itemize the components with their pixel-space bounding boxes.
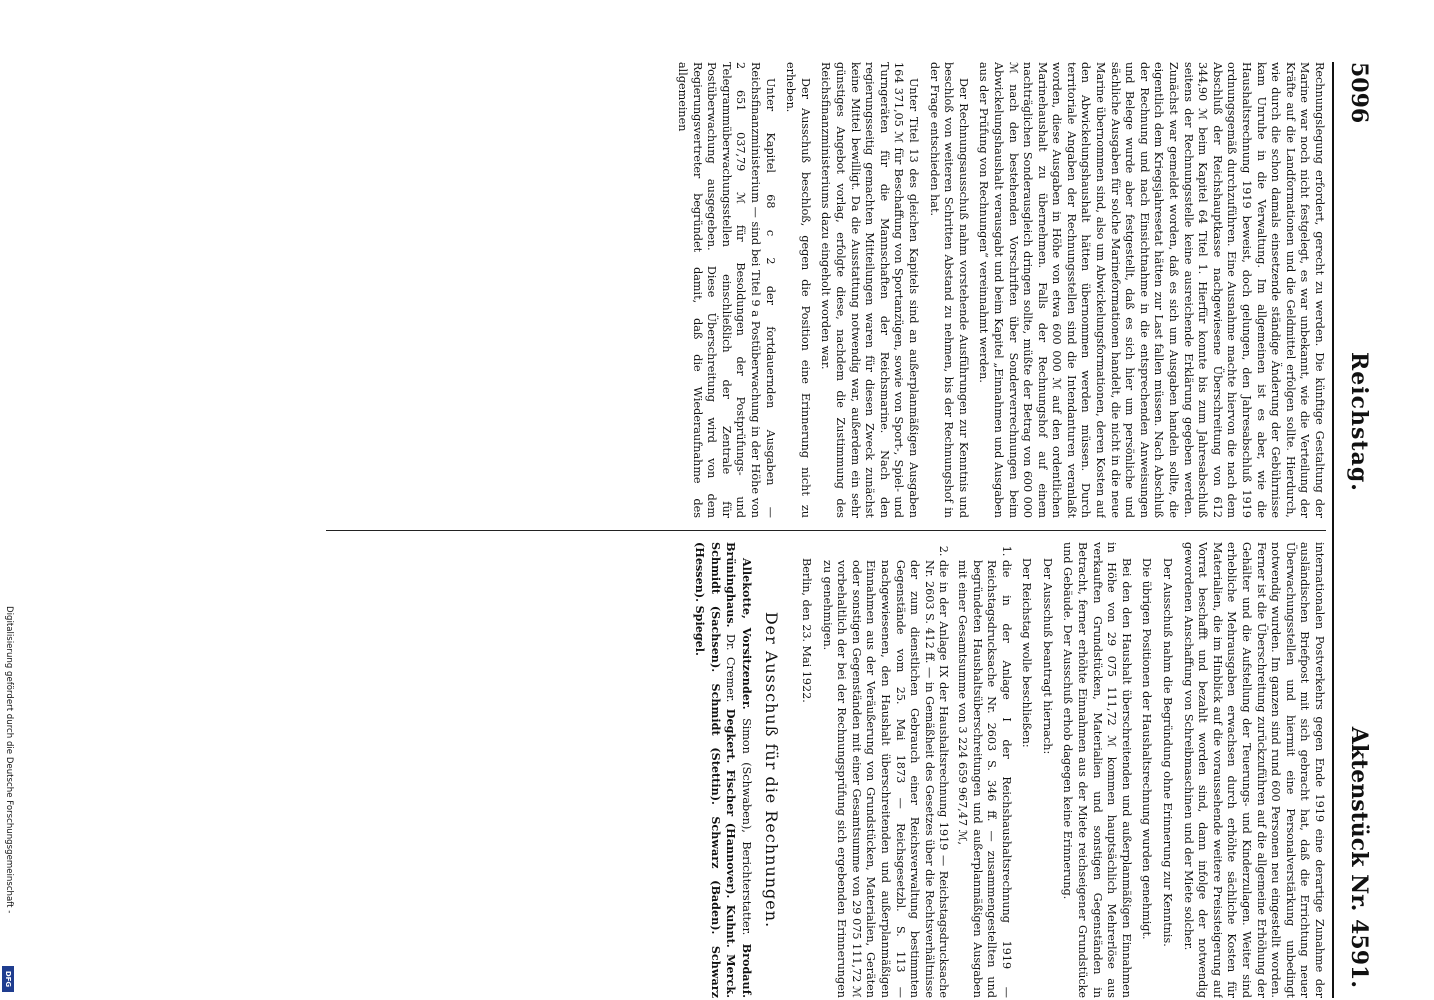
page-number: 5096 bbox=[1346, 62, 1372, 124]
paragraph: internationalen Postverkehrs gegen Ende 1919 eine derartige Zunahme der ausländischen Briefpost mit sich gebracht hat, daß die Errichtung neuer Überwachungsstellen und hiermit eine Personalverstärkung unbedingt notwendig wurden. Im ganzen sind rund 600 Personen neu eingestellt worden. Ferner ist die Überschreitung zurückzuführen auf die allgemeine Erhöhung der Gehälter und die Aufstellung der Teuerungs- und Kinderzulagen. Weiter sind erhebliche Mehrausgaben erwachsen durch erhöhte sächliche Kosten für Materialien, die im Hinblick auf die voraussehende weitere Preissteigerung auf Vorrat beschafft und bezahlt worden sind, dann infolge der notwendig gewordenen Anschaffung von Schreibmaschinen und der Miete solcher. bbox=[1181, 542, 1326, 998]
paragraph: Der Rechnungsausschuß nahm vorstehende Ausführungen zur Kenntnis und beschloß von weiteren Schritten Abstand zu nehmen, bis der Rechnungshof in der Frage entschieden hat. bbox=[927, 62, 970, 518]
list-item: 1. die in der Anlage I der Reichshaushaltsrechnung 1919 — Reichstagsdrucksache Nr. 2603 S. 346 ff. — zusammengestellten und begründeten Haushaltsüberschreitungen und außerplanmäßigen Ausgaben mit einer Gesamtsumme von 3 224 659 967,47 ℳ, bbox=[954, 560, 1012, 998]
funding-credit: Digitalisierung gefördert durch die Deutsche Forschungsgemeinschaft - bbox=[4, 606, 14, 914]
paragraph: Der Reichstag wolle beschließen: bbox=[1020, 558, 1034, 748]
member-name: Schwarz (Baden). bbox=[708, 816, 723, 935]
member-name: Brüninghaus. bbox=[724, 542, 739, 628]
header-rule bbox=[1332, 62, 1334, 998]
rotated-document-page bbox=[302, 62, 1372, 998]
left-column bbox=[316, 62, 1326, 518]
member-name: Degkert. bbox=[724, 708, 739, 764]
dfg-logo-label: DFG bbox=[4, 970, 12, 988]
header-title: Reichstag. bbox=[1346, 352, 1372, 492]
paragraph: Die übrigen Positionen der Haushaltsrechnung wurden genehmigt. bbox=[1140, 558, 1154, 940]
member-name: Simon (Schwaben), Berichterstatter. bbox=[739, 718, 753, 936]
member-name: Schwarz (Hessen). bbox=[693, 542, 723, 998]
paragraph: Der Ausschuß beantragt hiernach: bbox=[1040, 558, 1054, 755]
member-name: Kuhnt. bbox=[724, 904, 739, 948]
resolution-list bbox=[819, 542, 1013, 998]
right-column bbox=[316, 542, 1326, 998]
paragraph: Unter Titel 13 des gleichen Kapitels sind an außerplanmäßigen Ausgaben 164 371,05 ℳ für Beschaffung von Sportanzügen, sowie von Sport-, Spiel- und Turngeräten für die Mannschaften der Reichsmarine. Nach den regierungsseitig gemachten Mitteilungen waren für diesen Zweck zunächst keine Mittel bewilligt. Da die Ausstattung notwendig war, außerdem ein sehr günstiges Angebot vorlag, erfolgte diese, nachdem die Zustimmung des Reichsfinanzministeriums dazu eingeholt worden war. bbox=[819, 62, 920, 518]
date-line: Berlin, den 23. Mai 1922. bbox=[800, 558, 813, 703]
member-name: Merck. bbox=[724, 954, 739, 998]
paragraph: Der Ausschuß nahm die Begründung ohne Erinnerung zur Kenntnis. bbox=[1161, 558, 1175, 947]
paragraph: Rechnungslegung erfordert, gerecht zu werden. Die künftige Gestaltung der Marine war noch nicht festgelegt, es war unbekannt, wie die Verteilung der Kräfte auf die Landformationen und die Geldmittel erfolgen sollte. Hierdurch, wie durch die schon damals einsetzende ständige Änderung der Gebührnisse kam Unruhe in die Verwaltung. Im allgemeinen ist es aber, wie die Haushaltsrechnung 1919 beweist, doch gelungen, den Jahresabschluß 1919 ordnungsgemäß durchzuführen. Eine Ausnahme machte hiervon die nach dem Abschluß der Reichshauptkasse nachgewiesene Überschreitung von 612 344,90 ℳ beim Kapitel 64 Titel 1. Hierfür konnte bis zum Jahresabschluß seitens der Rechnungsstelle keine ausreichende Erklärung gegeben werden. Zunächst war gemeldet worden, daß es sich um Ausgaben handeln sollte, die eigentlich dem Kriegsjahresetat hätten zur Last fallen müssen. Nach Abschluß der Rechnung und nach Einsichtnahme in die entsprechenden Anweisungen und Belege wurde aber festgestellt, daß es sich hier um persönliche und sächliche Ausgaben für solche Marineformationen handelt, die nicht in die neue Marine übernommen sind, also um Abwickelungsformationen, deren Kosten auf den Abwickelungshaushalt hätten übernommen werden müssen. Durch territoriale Angaben der Rechnungsstellen sind die Intendanturen veranlaßt worden, diese Ausgaben in Höhe von etwa 600 000 ℳ auf den ordentlichen Marinehaushalt zu übernehmen. Falls der Rechnungshof auf einem nachträglichen Sonderausgleich dringen sollte, müßte der Betrag von 600 000 ℳ nach den bestehenden Vorschriften über Sonderverrechnungen beim Abwickelungshaushalt verausgabt und beim Kapitel „Einnahmen und Ausgaben aus der Prüfung von Rechnungen“ vereinnahmt werden. bbox=[977, 62, 1326, 518]
page-header bbox=[1332, 62, 1372, 998]
paragraph: Bei den den Haushalt überschreitenden und außerplanmäßigen Einnahmen in Höhe von 29 075 111,72 ℳ kommen hauptsächlich Mehrerlöse aus verkauften Grundstücken, Materialien und sonstigen Gegenständen in Betracht, ferner erhöhte Einnahmen aus der Miete reichseigener Grundstücke und Gebäude. Der Ausschuß erhob dagegen keine Erinnerung. bbox=[1061, 542, 1133, 998]
member-list bbox=[691, 542, 753, 998]
list-item: 2. die in der Anlage IX der Haushaltsrechnung 1919 — Reichstagsdrucksache Nr. 2603 S. 412 ff. — in Gemäßheit des Gesetzes über die Rechtsverhältnisse der zum dienstlichen Gebrauch einer Reichsverwaltung bestimmten Gegenstände vom 25. Mai 1873 — Reichsgesetzbl. S. 113 — nachgewiesenen, den Haushalt überschreitenden und außerplanmäßigen Einnahmen aus der Veräußerung von Grundstücken, Materialien, Geräten oder sonstigen Gegenständen mit einer Gesamtsumme von 29 075 111,72 ℳ vorbehaltlich der bei der Rechnungsprüfung sich ergebenden Erinnerungen zu genehmigen. bbox=[819, 560, 950, 998]
member-name: Spiegel. bbox=[693, 605, 708, 656]
document-reference: Aktenstück Nr. 4591. bbox=[1346, 726, 1372, 988]
member-name: Schmidt (Sachsen). bbox=[708, 542, 723, 673]
column-divider bbox=[326, 530, 1326, 531]
member-name: Dr. Cremer. bbox=[724, 633, 738, 703]
member-name: Fischer (Hannover). bbox=[724, 769, 739, 899]
paragraph: Unter Kapitel 68 c 2 der fortdauernden Ausgaben — Reichsfinanzministerium — sind bei Titel 9 a Postüberwachung in der Höhe von 2 651 037,79 ℳ für Besoldungen der Postprüfungs- und Telegrammüberwachungsstellen einschließlich der Zentrale für Postüberwachung ausgegeben. Diese Überschreitung wird von dem Regierungsvertreter begründet damit, daß die Wiederaufnahme des allgemeinen bbox=[676, 62, 777, 518]
member-name: Brodauf. bbox=[739, 943, 754, 998]
paragraph: Der Ausschuß beschloß, gegen die Position eine Erinnerung nicht zu erheben. bbox=[784, 62, 812, 518]
committee-title: Der Ausschuß für die Rechnungen. bbox=[762, 611, 782, 929]
member-name: Allekotte, Vorsitzender. bbox=[739, 558, 754, 710]
member-name: Schmidt (Stettin). bbox=[708, 683, 723, 805]
dfg-logo bbox=[2, 966, 14, 992]
